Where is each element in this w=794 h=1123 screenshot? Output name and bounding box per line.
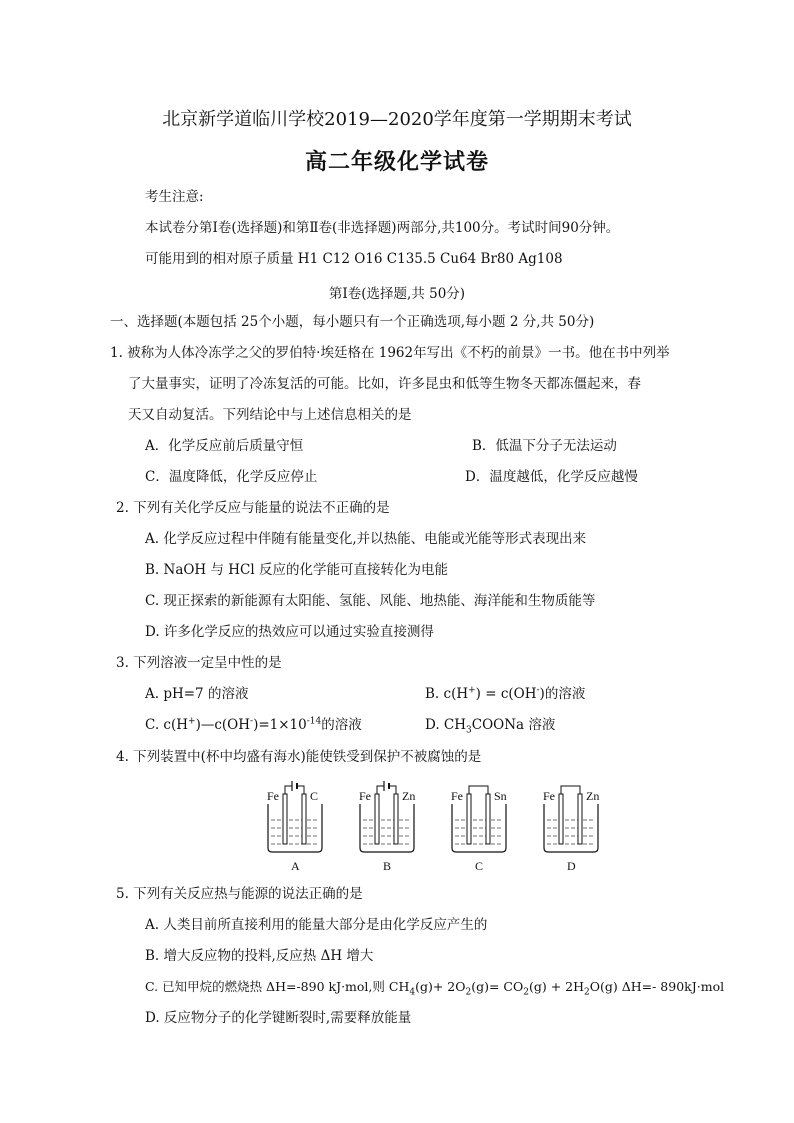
apparatus-label: C bbox=[475, 859, 484, 873]
apparatus-d bbox=[543, 786, 599, 873]
electrode-left bbox=[467, 794, 471, 844]
electrode-right bbox=[486, 794, 490, 844]
q2-option-c: C. 现正探索的新能源有太阳能、氢能、风能、地热能、海洋能和生物质能等 bbox=[145, 593, 596, 609]
q2-option-d: D. 许多化学反应的热效应可以通过实验直接测得 bbox=[145, 624, 434, 640]
electrode-label-right: Zn bbox=[402, 789, 416, 803]
school-title: 北京新学道临川学校2019—2020学年度第一学期期末考试 bbox=[162, 109, 632, 130]
q5-option-d: D. 反应物分子的化学键断裂时,需要释放能量 bbox=[145, 1010, 412, 1026]
q2-option-b: B. NaOH 与 HCl 反应的化学能可直接转化为电能 bbox=[145, 562, 448, 578]
apparatus-label: A bbox=[291, 859, 300, 873]
q5-stem: 5. 下列有关反应热与能源的说法正确的是 bbox=[116, 886, 363, 902]
electrode-label-left: Fe bbox=[359, 789, 371, 803]
q1-stem-line-2: 了大量事实，证明了冷冻复活的可能。比如，许多昆虫和低等生物冬天都冻僵起来，春 bbox=[128, 376, 641, 392]
q3-option-a: A. pH=7 的溶液 bbox=[145, 686, 249, 702]
electrode-label-right: Zn bbox=[586, 789, 600, 803]
q1-option-b: B．低温下分子无法运动 bbox=[472, 438, 617, 454]
wire bbox=[469, 786, 488, 794]
notice-line-1: 本试卷分第Ⅰ卷(选择题)和第Ⅱ卷(非选择题)两部分,共100分。考试时间90分钟。 bbox=[145, 220, 620, 236]
wire bbox=[377, 786, 396, 794]
q2-option-a: A. 化学反应过程中伴随有能量变化,并以热能、电能或光能等形式表现出来 bbox=[145, 531, 587, 547]
q2-stem: 2. 下列有关化学反应与能量的说法不正确的是 bbox=[116, 500, 390, 516]
electrode-right bbox=[302, 794, 306, 844]
apparatus-c bbox=[451, 786, 507, 873]
wire bbox=[285, 786, 304, 794]
electrode-left bbox=[559, 794, 563, 844]
q5-option-c: C. 已知甲烷的燃烧热 ΔH=-890 kJ·mol,则 $CH_4(g)+ 2O_2(g)= CO_2(g) + 2H_2O(g)$ ΔH=- 890kJ·mol bbox=[145, 979, 725, 998]
q5-option-b: B. 增大反应物的投料,反应热 ΔH 增大 bbox=[145, 948, 374, 964]
apparatus-a bbox=[267, 781, 322, 873]
apparatus-label: D bbox=[567, 859, 576, 873]
wire bbox=[561, 786, 580, 794]
electrode-left bbox=[283, 794, 287, 844]
q1-stem-line-3: 天又自动复活。下列结论中与上述信息相关的是 bbox=[128, 407, 412, 423]
part-instruction: 一、选择题(本题包括 25个小题，每小题只有一个正确选项,每小题 2 分,共 50分) bbox=[110, 314, 595, 330]
q3-option-c: C. $c(H^+)—c(OH^-)=1\times 10^{-14}$的溶液 bbox=[145, 716, 362, 733]
electrode-label-left: Fe bbox=[543, 789, 555, 803]
electrode-right bbox=[394, 794, 398, 844]
q1-stem-line-1: 1. 被称为人体冷冻学之父的罗伯特·埃廷格在 1962年写出《不朽的前景》一书。他在书中列举 bbox=[110, 345, 670, 361]
q1-option-c: C．温度降低，化学反应停止 bbox=[145, 469, 318, 485]
q3-option-d: D. $CH_3COONa$ 溶液 bbox=[425, 717, 556, 736]
q5-option-a: A. 人类目前所直接利用的能量大部分是由化学反应产生的 bbox=[145, 917, 488, 933]
apparatus-b bbox=[359, 781, 415, 873]
q1-option-d: D．温度越低，化学反应越慢 bbox=[465, 469, 638, 485]
exam-title: 高二年级化学试卷 bbox=[304, 149, 489, 175]
notice-line-2: 可能用到的相对原子质量 H1 C12 O16 C135.5 Cu64 Br80 Ag108 bbox=[145, 251, 563, 267]
electrode-label-right: C bbox=[310, 789, 319, 803]
q3-option-b: B. c(H+) = c(OH-)的溶液 bbox=[425, 685, 586, 702]
electrode-right bbox=[578, 794, 582, 844]
section-title: 第Ⅰ卷(选择题,共 50分) bbox=[328, 286, 466, 302]
electrode-label-left: Fe bbox=[267, 789, 279, 803]
electrode-left bbox=[375, 794, 379, 844]
q1-option-a: A．化学反应前后质量守恒 bbox=[145, 438, 304, 454]
q3-stem: 3. 下列溶液一定呈中性的是 bbox=[116, 655, 282, 671]
electrode-label-left: Fe bbox=[451, 789, 463, 803]
notice-heading: 考生注意: bbox=[145, 189, 204, 205]
q4-apparatus-diagram bbox=[250, 780, 600, 876]
q4-stem: 4. 下列装置中(杯中均盛有海水)能使铁受到保护不被腐蚀的是 bbox=[116, 749, 482, 765]
apparatus-label: B bbox=[383, 859, 392, 873]
electrode-label-right: Sn bbox=[494, 789, 507, 803]
